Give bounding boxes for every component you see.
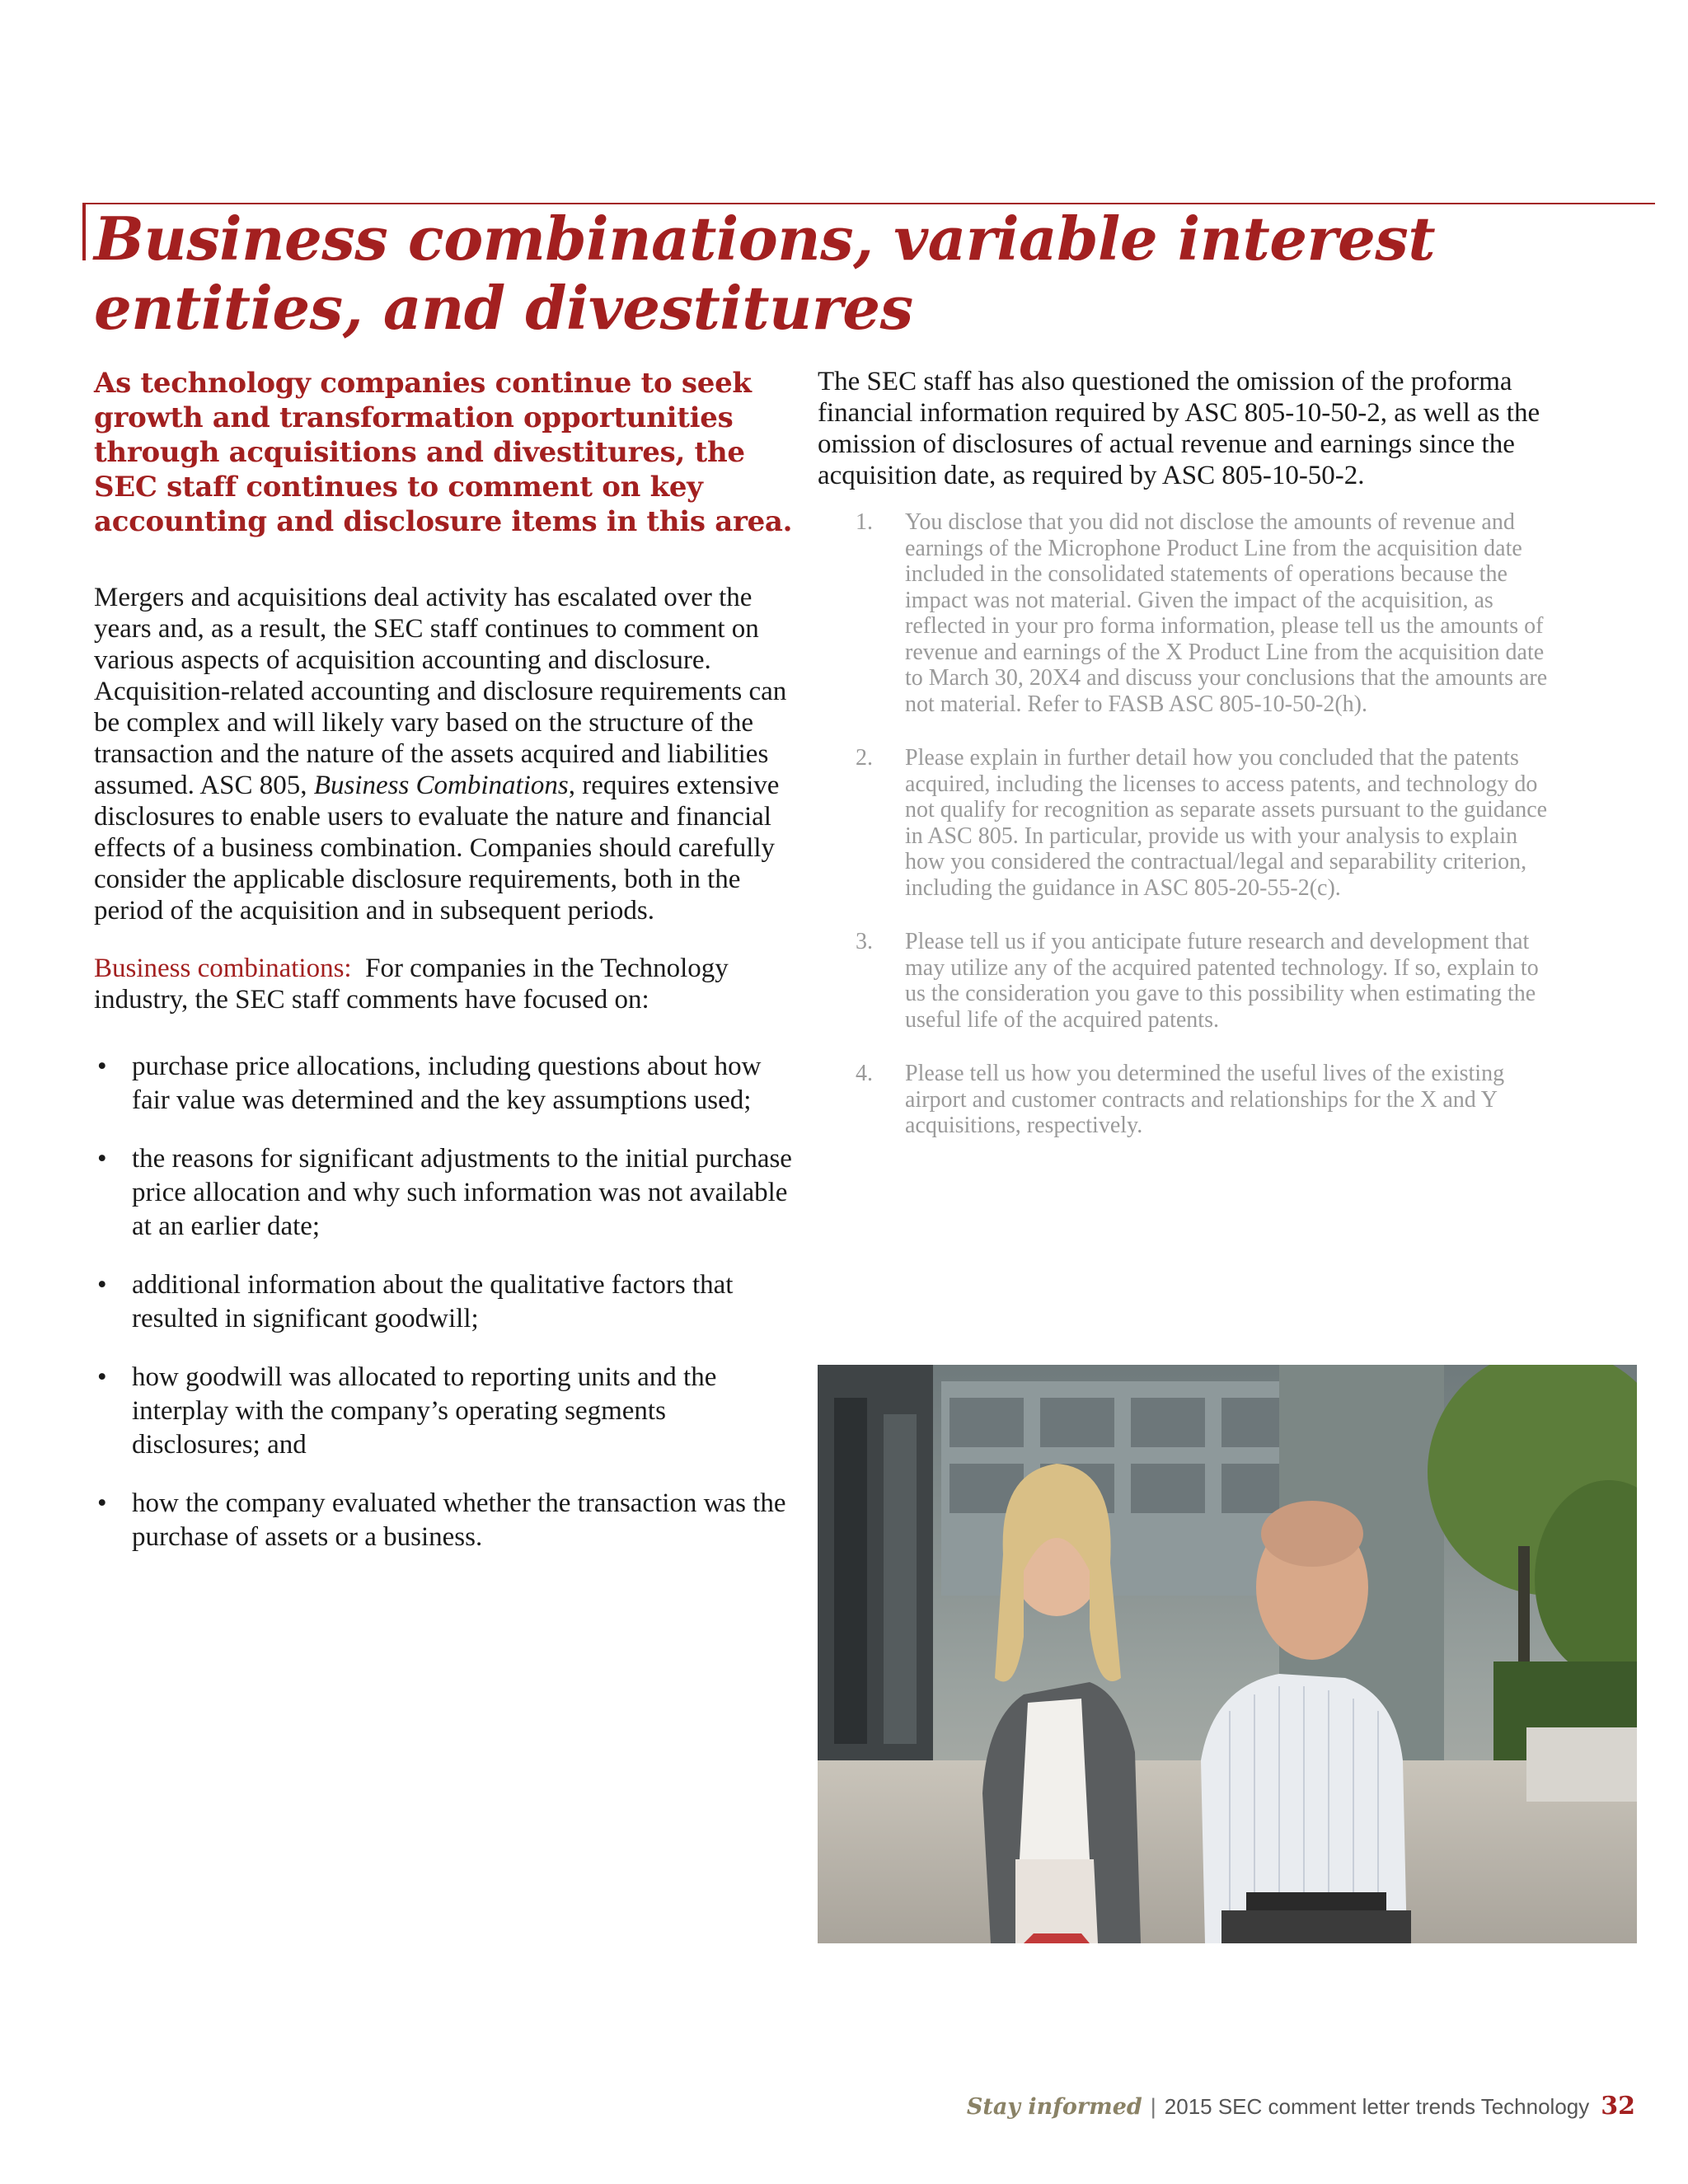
- sec-comment-text: Please tell us how you determined the useful lives of the existing airport and customer contracts and relationships for the X and Y acquisitions, respectively.: [905, 1061, 1505, 1138]
- list-item: [94, 1487, 795, 1554]
- page-title-line1: Business combinations, variable interest: [94, 204, 1436, 274]
- list-item: [94, 1050, 795, 1118]
- sec-comment-number: 2.: [856, 745, 873, 771]
- left-column: [94, 366, 795, 1579]
- sec-comment-text: Please explain in further detail how you concluded that the patents acquired, including the licenses to access patents, and technology do not qualify for recognition as separate assets pursuant to the guidance in ASC 805. In particular, provide us with your analysis to explain how you considered the contractual/legal and separability criterion, including the guidance in ASC 805-20-55-2(c).: [905, 745, 1548, 901]
- lead-paragraph: As technology companies continue to seek growth and transformation opportunities through acquisitions and divestitures, the SEC staff continues to comment on key accounting and disclosure items in this area.: [94, 367, 793, 538]
- sec-comment-number: 3.: [856, 929, 873, 954]
- sec-comment-text: You disclose that you did not disclose the amounts of revenue and earnings of the Microphone Product Line from the acquisition date included in the consolidated statements of operations because the impact was not material. Given the impact of the acquisition, as reflected in your pro forma information, please tell us the amounts of revenue and earnings of the X Product Line from the acquisition date to March 30, 20X4 and discuss your conclusions that the amounts are not material. Refer to FASB ASC 805-10-50-2(h).: [905, 509, 1548, 717]
- proforma-paragraph: The SEC staff has also questioned the omission of the proforma financial information required by ASC 805-10-50-2, as well as the omission of disclosures of actual revenue and earnings since the acquisition date, as required by ASC 805-10-50-2.: [818, 367, 1540, 490]
- sec-comment-list: [818, 509, 1559, 1139]
- sec-comment-item: [818, 929, 1559, 1033]
- bullet-icon: •: [97, 1144, 107, 1174]
- bullet-icon: •: [97, 1362, 107, 1392]
- business-combinations-text: For companies in the Technology industry, the SEC staff comments have focused on:: [94, 954, 729, 1015]
- intro-paragraph: [94, 582, 795, 926]
- focus-list: [94, 1050, 795, 1554]
- list-item: [94, 1268, 795, 1336]
- list-item: [94, 1361, 795, 1462]
- page-footer: [967, 2092, 1635, 2121]
- sec-comment-item: [818, 1061, 1559, 1139]
- footer-publication: 2015 SEC comment letter trends Technology: [1164, 2094, 1590, 2119]
- page-title: [94, 204, 1578, 343]
- list-item-text: how goodwill was allocated to reporting units and the interplay with the company’s operating segments disclosures; and: [132, 1362, 717, 1460]
- list-item-text: how the company evaluated whether the transaction was the purchase of assets or a business.: [132, 1488, 786, 1552]
- footer-stay-informed: Stay informed: [966, 2094, 1142, 2120]
- business-combinations-label: Business combinations:: [94, 954, 352, 983]
- sec-comment-item: [818, 509, 1559, 717]
- title-accent-bar: [82, 203, 86, 260]
- page-number: 32: [1601, 2092, 1635, 2121]
- list-item-text: purchase price allocations, including questions about how fair value was determined and the key assumptions used;: [132, 1052, 762, 1115]
- sec-comment-number: 4.: [856, 1061, 873, 1086]
- list-item-text: the reasons for significant adjustments to the initial purchase price allocation and why such information was not available at an earlier date;: [132, 1144, 792, 1241]
- sec-comment-text: Please tell us if you anticipate future research and development that may utilize any of the acquired patented technology. If so, explain to us the consideration you gave to this possibility when estimating the useful life of the acquired patents.: [905, 929, 1539, 1033]
- footer-separator: |: [1150, 2094, 1156, 2119]
- sec-comment-number: 1.: [856, 509, 873, 535]
- intro-text-part1: Mergers and acquisitions deal activity has escalated over the years and, as a result, the SEC staff continues to comment on various aspects of acquisition accounting and disclosure. Acquisition-related accounting and disclosure requirements can be complex and will likely vary based on the structure of the transaction and the nature of the assets acquired and liabilities assumed. ASC 805,: [94, 583, 787, 800]
- bullet-icon: •: [97, 1052, 107, 1081]
- right-column: [818, 366, 1559, 1167]
- photo-two-people: [818, 1365, 1637, 1943]
- intro-text-part2: , requires extensive disclosures to enable users to evaluate the nature and financial effects of a business combination. Companies should carefully consider the applicable disclosure requirements, both in the period of the acquisition and in subsequent periods.: [94, 771, 780, 926]
- sec-comment-item: [818, 745, 1559, 901]
- page-title-line2: entities, and divestitures: [94, 273, 913, 343]
- list-item: [94, 1142, 795, 1244]
- business-combinations-paragraph: [94, 953, 795, 1015]
- list-item-text: additional information about the qualitative factors that resulted in significant goodwill;: [132, 1270, 734, 1333]
- bullet-icon: •: [97, 1488, 107, 1518]
- intro-text-italic: Business Combinations: [313, 771, 569, 800]
- bullet-icon: •: [97, 1270, 107, 1300]
